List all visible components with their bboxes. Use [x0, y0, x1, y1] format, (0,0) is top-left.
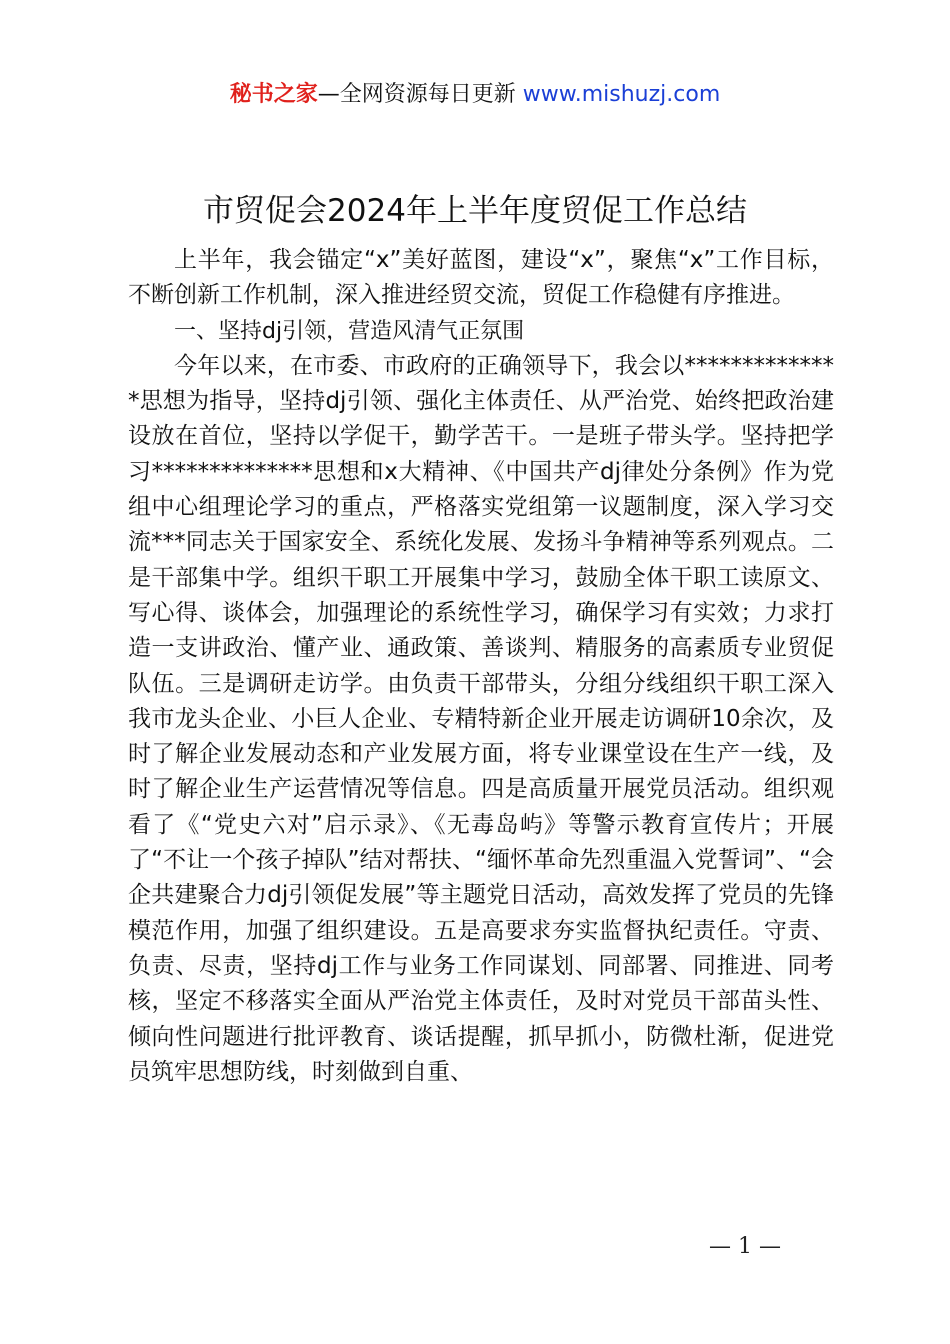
site-url-link[interactable]: www.mishuzj.com: [522, 82, 721, 107]
brand-name: 秘书之家: [229, 82, 318, 107]
intro-paragraph: 上半年，我会锚定“x”美好蓝图，建设“x”，聚焦“x”工作目标，不断创新工作机制，深入推进经贸交流，贸促工作稳健有序推进。: [128, 247, 834, 309]
document-body: [128, 243, 834, 1090]
page-number: — 1 —: [709, 1234, 781, 1259]
header-tagline: —全网资源每日更新: [317, 82, 516, 107]
section-1-paragraph: 今年以来，在市委、市政府的正确领导下，我会以**************思想为指导，坚持dj引领、强化主体责任、从严治党、始终把政治建设放在首位，坚持以学促干，勤学苦干。一是班子带头学。坚持把学习**************思想和x大精神、《中国共产dj律处分条例》作为党组中心组理论学习的重点，严格落实党组第一议题制度，深入学习交流***同志关于国家安全、系统化发展、发扬斗争精神等系列观点。二是干部集中学。组织干职工开展集中学习，鼓励全体干职工读原文、写心得、谈体会，加强理论的系统性学习，确保学习有实效；力求打造一支讲政治、懂产业、通政策、善谈判、精服务的高素质专业贸促队伍。三是调研走访学。由负责干部带头，分组分线组织干职工深入我市龙头企业、小巨人企业、专精特新企业开展走访调研10余次，及时了解企业发展动态和产业发展方面，将专业课堂设在生产一线，及时了解企业生产运营情况等信息。四是高质量开展党员活动。组织观看了《“党史六对”启示录》、《无毒岛屿》等警示教育宣传片；开展了“不让一个孩子掉队”结对帮扶、“缅怀革命先烈重温入党誓词”、“会企共建聚合力dj引领促发展”等主题党日活动，高效发挥了党员的先锋模范作用，加强了组织建设。五是高要求夯实监督执纪责任。守责、负责、尽责，坚持dj工作与业务工作同谋划、同部署、同推进、同考核，坚定不移落实全面从严治党主体责任，及时对党员干部苗头性、倾向性问题进行批评教育、谈话提醒，抓早抓小，防微杜渐，促进党员筑牢思想防线，时刻做到自重、: [128, 352, 834, 1085]
document-title: 市贸促会2024年上半年度贸促工作总结: [203, 193, 747, 229]
section-1-heading: 一、坚持dj引领，营造风清气正氛围: [174, 318, 525, 344]
header-banner: [0, 78, 950, 112]
